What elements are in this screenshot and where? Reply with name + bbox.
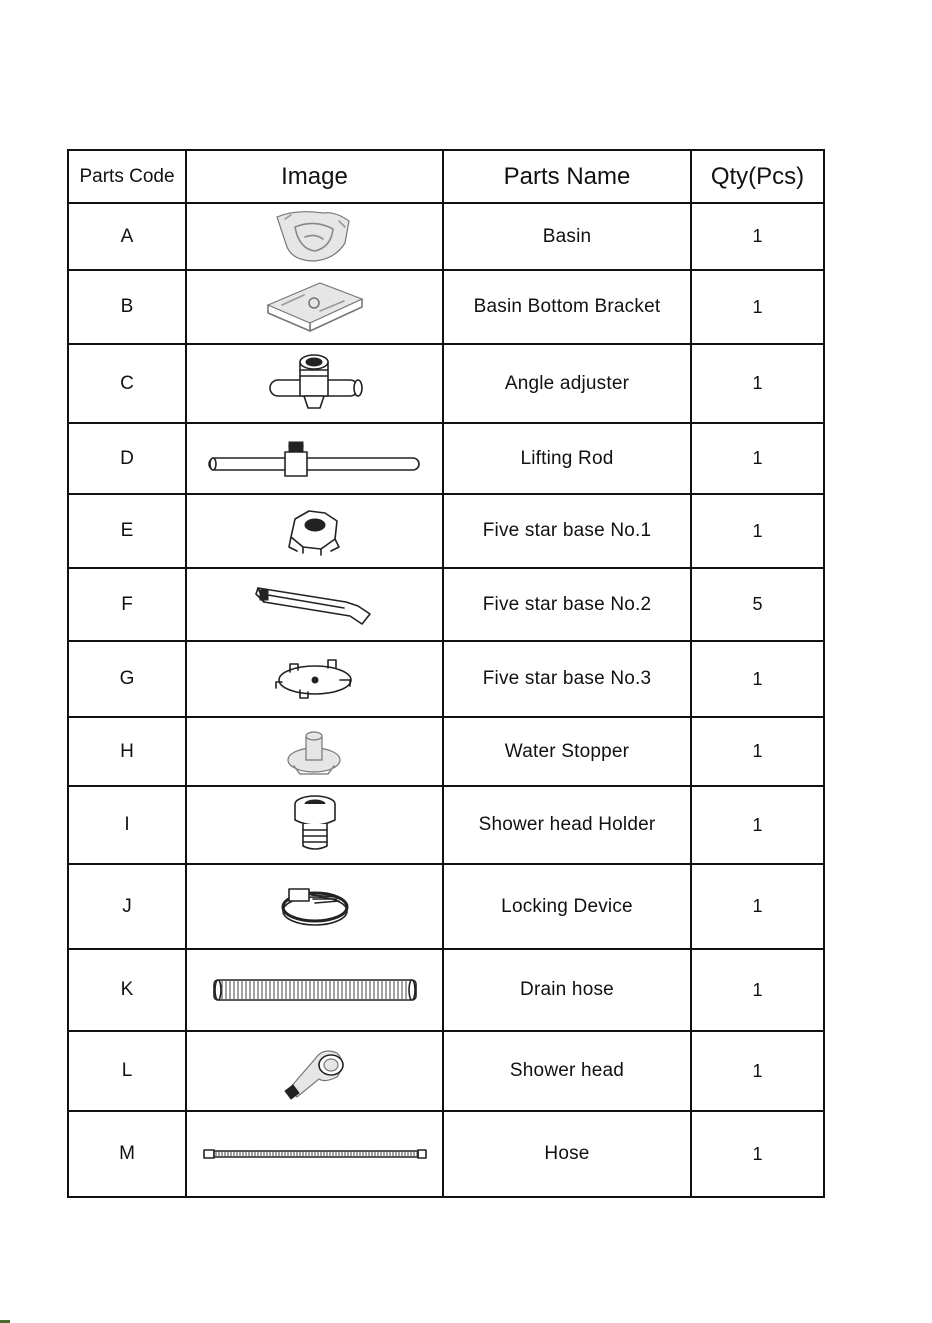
basin-icon: [265, 207, 365, 267]
part-qty: 1: [691, 949, 824, 1031]
part-image: [186, 344, 443, 423]
angle-adjuster-icon: [260, 350, 370, 418]
header-parts-name: Parts Name: [443, 150, 691, 203]
drain-hose-icon: [210, 970, 420, 1010]
table-row: [68, 270, 824, 344]
part-qty: 1: [691, 270, 824, 344]
part-image: [186, 864, 443, 949]
part-image: [186, 494, 443, 568]
table-row: [68, 786, 824, 864]
part-name: Angle adjuster: [443, 344, 691, 423]
part-code: D: [68, 423, 186, 494]
table-row: [68, 494, 824, 568]
part-qty: 1: [691, 717, 824, 786]
part-name: Five star base No.1: [443, 494, 691, 568]
part-code: C: [68, 344, 186, 423]
header-row: [68, 150, 824, 203]
part-image: [186, 786, 443, 864]
table-row: [68, 344, 824, 423]
parts-list-table: [67, 149, 825, 1198]
part-image: [186, 641, 443, 717]
part-name: Shower head: [443, 1031, 691, 1111]
part-name: Basin Bottom Bracket: [443, 270, 691, 344]
part-image: [186, 949, 443, 1031]
part-name: Basin: [443, 203, 691, 270]
shower-head-icon: [275, 1039, 355, 1103]
part-qty: 1: [691, 203, 824, 270]
bracket-icon: [260, 275, 370, 339]
part-image: [186, 1111, 443, 1197]
table-row: [68, 203, 824, 270]
header-parts-code: Parts Code: [68, 150, 186, 203]
table-row: [68, 423, 824, 494]
part-name: Lifting Rod: [443, 423, 691, 494]
part-code: I: [68, 786, 186, 864]
part-name: Shower head Holder: [443, 786, 691, 864]
lifting-rod-icon: [205, 434, 425, 484]
table-row: [68, 1031, 824, 1111]
part-image: [186, 270, 443, 344]
part-qty: 1: [691, 1111, 824, 1197]
shower-holder-icon: [285, 792, 345, 858]
part-code: K: [68, 949, 186, 1031]
part-name: Hose: [443, 1111, 691, 1197]
part-qty: 1: [691, 786, 824, 864]
five-star-hub-icon: [275, 501, 355, 561]
header-image: Image: [186, 150, 443, 203]
part-qty: 1: [691, 344, 824, 423]
part-name: Five star base No.3: [443, 641, 691, 717]
five-star-leg-icon: [250, 580, 380, 630]
part-name: Drain hose: [443, 949, 691, 1031]
part-image: [186, 423, 443, 494]
part-code: G: [68, 641, 186, 717]
table-row: [68, 641, 824, 717]
part-code: A: [68, 203, 186, 270]
table-row: [68, 1111, 824, 1197]
table-row: [68, 717, 824, 786]
part-code: F: [68, 568, 186, 641]
header-qty: Qty(Pcs): [691, 150, 824, 203]
part-code: H: [68, 717, 186, 786]
part-code: M: [68, 1111, 186, 1197]
part-code: E: [68, 494, 186, 568]
part-name: Water Stopper: [443, 717, 691, 786]
part-code: J: [68, 864, 186, 949]
table-row: [68, 864, 824, 949]
hose-clamp-icon: [275, 877, 355, 937]
part-image: [186, 568, 443, 641]
part-name: Five star base No.2: [443, 568, 691, 641]
part-image: [186, 203, 443, 270]
part-qty: 1: [691, 494, 824, 568]
part-qty: 1: [691, 864, 824, 949]
part-qty: 1: [691, 1031, 824, 1111]
five-star-plate-icon: [270, 654, 360, 704]
water-stopper-icon: [280, 724, 350, 780]
part-code: B: [68, 270, 186, 344]
part-qty: 1: [691, 423, 824, 494]
table-row: [68, 568, 824, 641]
part-qty: 1: [691, 641, 824, 717]
part-qty: 5: [691, 568, 824, 641]
hose-icon: [200, 1142, 430, 1166]
part-code: L: [68, 1031, 186, 1111]
part-image: [186, 1031, 443, 1111]
part-name: Locking Device: [443, 864, 691, 949]
table-row: [68, 949, 824, 1031]
part-image: [186, 717, 443, 786]
